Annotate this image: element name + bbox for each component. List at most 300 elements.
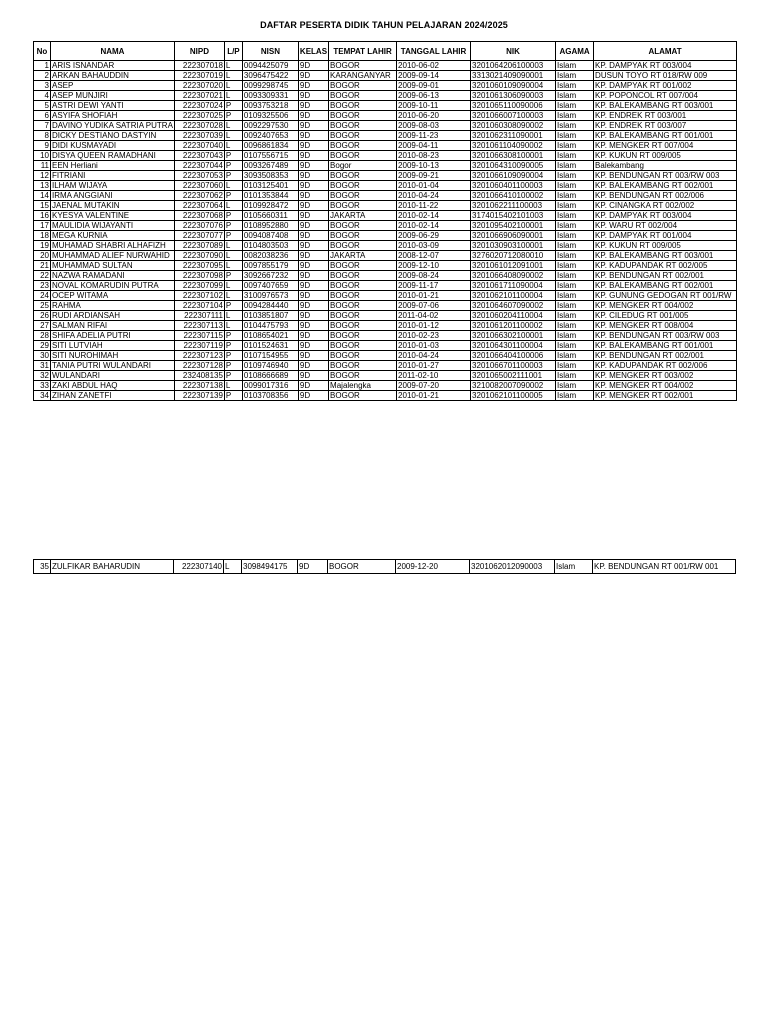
cell-tempat-lahir: BOGOR bbox=[329, 271, 397, 281]
cell-alamat: KP. MENGKER RT 007/004 bbox=[594, 141, 737, 151]
cell-nipd: 222307098 bbox=[174, 271, 224, 281]
cell-lp: P bbox=[224, 151, 242, 161]
cell-no: 12 bbox=[34, 171, 51, 181]
cell-tanggal-lahir: 2009-08-03 bbox=[397, 121, 471, 131]
cell-alamat: KP. BENDUNGAN RT 001/RW 001 bbox=[593, 560, 736, 574]
cell-nama: MUHAMMAD ALIEF NURWAHID bbox=[51, 251, 175, 261]
cell-nisn: 0103125401 bbox=[242, 181, 298, 191]
cell-nipd: 222307089 bbox=[174, 241, 224, 251]
cell-lp: L bbox=[224, 71, 242, 81]
cell-agama: Islam bbox=[556, 311, 594, 321]
table-row bbox=[34, 71, 737, 81]
cell-nik: 3201066906090001 bbox=[471, 231, 556, 241]
cell-nisn: 0103708356 bbox=[242, 391, 298, 401]
cell-lp: L bbox=[224, 291, 242, 301]
table-row bbox=[34, 231, 737, 241]
cell-tanggal-lahir: 2009-07-20 bbox=[397, 381, 471, 391]
cell-nisn: 0109325506 bbox=[242, 111, 298, 121]
cell-alamat: KP. MENGKER RT 004/002 bbox=[594, 301, 737, 311]
cell-nisn: 3092667232 bbox=[242, 271, 298, 281]
cell-alamat: KP. ENDREK RT 003/001 bbox=[594, 111, 737, 121]
cell-tanggal-lahir: 2009-04-11 bbox=[397, 141, 471, 151]
cell-tanggal-lahir: 2010-01-27 bbox=[397, 361, 471, 371]
cell-nik: 3201061201100002 bbox=[471, 321, 556, 331]
cell-nama: MEGA KURNIA bbox=[51, 231, 175, 241]
cell-nipd: 222307095 bbox=[174, 261, 224, 271]
cell-kelas: 9D bbox=[298, 241, 328, 251]
cell-lp: P bbox=[224, 301, 242, 311]
cell-nama: FITRIANI bbox=[51, 171, 175, 181]
header-nisn: NISN bbox=[242, 42, 298, 61]
cell-lp: P bbox=[224, 331, 242, 341]
cell-nipd: 222307104 bbox=[174, 301, 224, 311]
cell-agama: Islam bbox=[556, 71, 594, 81]
cell-agama: Islam bbox=[556, 381, 594, 391]
cell-alamat: KP. POPONCOL RT 007/004 bbox=[594, 91, 737, 101]
document-title: DAFTAR PESERTA DIDIK TAHUN PELAJARAN 2024/2025 bbox=[260, 20, 508, 30]
cell-kelas: 9D bbox=[298, 321, 328, 331]
cell-alamat: KP. ENDREK RT 003/007 bbox=[594, 121, 737, 131]
cell-no: 22 bbox=[34, 271, 51, 281]
cell-tempat-lahir: KARANGANYAR bbox=[329, 71, 397, 81]
cell-alamat: KP. DAMPYAK RT 003/004 bbox=[594, 61, 737, 71]
cell-lp: L bbox=[224, 251, 242, 261]
table-row bbox=[34, 351, 737, 361]
cell-tanggal-lahir: 2009-10-11 bbox=[397, 101, 471, 111]
cell-no: 9 bbox=[34, 141, 51, 151]
cell-nik: 3201065002111001 bbox=[471, 371, 556, 381]
cell-nipd: 222307111 bbox=[174, 311, 224, 321]
cell-agama: Islam bbox=[556, 271, 594, 281]
cell-nama: RAHMA bbox=[51, 301, 175, 311]
cell-nisn: 0096861834 bbox=[242, 141, 298, 151]
cell-agama: Islam bbox=[556, 251, 594, 261]
cell-lp: P bbox=[224, 211, 242, 221]
cell-nisn: 3093508353 bbox=[242, 171, 298, 181]
cell-agama: Islam bbox=[556, 391, 594, 401]
cell-alamat: KP. BALEKAMBANG RT 002/001 bbox=[594, 181, 737, 191]
cell-nisn: 0099298745 bbox=[242, 81, 298, 91]
header-tanggal-lahir: TANGGAL LAHIR bbox=[397, 42, 471, 61]
cell-no: 34 bbox=[34, 391, 51, 401]
table-row bbox=[34, 341, 737, 351]
cell-nik: 3201066007100003 bbox=[471, 111, 556, 121]
cell-kelas: 9D bbox=[298, 181, 328, 191]
cell-tempat-lahir: BOGOR bbox=[329, 121, 397, 131]
cell-lp: P bbox=[224, 361, 242, 371]
cell-alamat: KP. BENDUNGAN RT 002/001 bbox=[594, 271, 737, 281]
table-row bbox=[34, 81, 737, 91]
cell-no: 19 bbox=[34, 241, 51, 251]
header-agama: AGAMA bbox=[556, 42, 594, 61]
cell-nik: 3201062012090003 bbox=[470, 560, 555, 574]
cell-tempat-lahir: Majalengka bbox=[329, 381, 397, 391]
cell-tanggal-lahir: 2011-04-02 bbox=[397, 311, 471, 321]
cell-agama: Islam bbox=[556, 181, 594, 191]
cell-kelas: 9D bbox=[298, 311, 328, 321]
cell-agama: Islam bbox=[556, 241, 594, 251]
cell-tanggal-lahir: 2010-01-03 bbox=[397, 341, 471, 351]
cell-nisn: 0094087408 bbox=[242, 231, 298, 241]
cell-nik: 3201061306090003 bbox=[471, 91, 556, 101]
cell-nisn: 3096475422 bbox=[242, 71, 298, 81]
cell-tanggal-lahir: 2010-06-20 bbox=[397, 111, 471, 121]
cell-tanggal-lahir: 2009-07-06 bbox=[397, 301, 471, 311]
cell-nipd: 222307138 bbox=[174, 381, 224, 391]
cell-tanggal-lahir: 2010-11-22 bbox=[397, 201, 471, 211]
cell-nama: TANIA PUTRI WULANDARI bbox=[51, 361, 175, 371]
cell-tanggal-lahir: 2010-08-23 bbox=[397, 151, 471, 161]
cell-kelas: 9D bbox=[298, 221, 328, 231]
table-row bbox=[34, 131, 737, 141]
cell-alamat: KP. BENDUNGAN RT 003/RW 003 bbox=[594, 331, 737, 341]
cell-tanggal-lahir: 2010-02-14 bbox=[397, 211, 471, 221]
cell-alamat: KP. KUKUN RT 009/005 bbox=[594, 151, 737, 161]
cell-nik: 3201065110090006 bbox=[471, 101, 556, 111]
cell-tanggal-lahir: 2010-06-02 bbox=[397, 61, 471, 71]
cell-lp: P bbox=[224, 111, 242, 121]
cell-nipd: 222307113 bbox=[174, 321, 224, 331]
cell-nik: 3201030903100001 bbox=[471, 241, 556, 251]
cell-alamat: KP. BENDUNGAN RT 003/RW 003 bbox=[594, 171, 737, 181]
cell-kelas: 9D bbox=[298, 141, 328, 151]
cell-kelas: 9D bbox=[298, 201, 328, 211]
cell-lp: L bbox=[224, 131, 242, 141]
cell-nik: 3276020712080010 bbox=[471, 251, 556, 261]
cell-nipd: 222307018 bbox=[174, 61, 224, 71]
cell-nipd: 222307062 bbox=[174, 191, 224, 201]
cell-alamat: KP. MENGKER RT 004/002 bbox=[594, 381, 737, 391]
cell-kelas: 9D bbox=[298, 341, 328, 351]
cell-nama: ZIHAN ZANETFI bbox=[51, 391, 175, 401]
cell-lp: P bbox=[224, 161, 242, 171]
cell-tempat-lahir: BOGOR bbox=[329, 101, 397, 111]
table-row bbox=[34, 381, 737, 391]
cell-nisn: 3098494175 bbox=[242, 560, 298, 574]
cell-lp: P bbox=[224, 371, 242, 381]
table-row bbox=[34, 321, 737, 331]
cell-agama: Islam bbox=[556, 111, 594, 121]
cell-lp: L bbox=[224, 311, 242, 321]
student-table-extra bbox=[33, 559, 736, 574]
cell-tanggal-lahir: 2009-06-13 bbox=[397, 91, 471, 101]
cell-nipd: 222307025 bbox=[174, 111, 224, 121]
cell-nisn: 0105660311 bbox=[242, 211, 298, 221]
cell-agama: Islam bbox=[556, 61, 594, 71]
cell-agama: Islam bbox=[556, 141, 594, 151]
cell-nipd: 222307077 bbox=[174, 231, 224, 241]
cell-alamat: KP. KADUPANDAK RT 002/005 bbox=[594, 261, 737, 271]
cell-nama: NAZWA RAMADANI bbox=[51, 271, 175, 281]
cell-nik: 3201060308090002 bbox=[471, 121, 556, 131]
cell-tanggal-lahir: 2010-03-09 bbox=[397, 241, 471, 251]
cell-agama: Islam bbox=[556, 131, 594, 141]
cell-kelas: 9D bbox=[298, 331, 328, 341]
cell-agama: Islam bbox=[556, 151, 594, 161]
cell-lp: L bbox=[224, 381, 242, 391]
table-row bbox=[34, 61, 737, 71]
cell-nik: 3201064310090005 bbox=[471, 161, 556, 171]
cell-nipd: 222307040 bbox=[174, 141, 224, 151]
cell-nipd: 222307043 bbox=[174, 151, 224, 161]
cell-nipd: 222307139 bbox=[174, 391, 224, 401]
cell-lp: L bbox=[224, 261, 242, 271]
cell-nisn: 0093753218 bbox=[242, 101, 298, 111]
table-row bbox=[34, 311, 737, 321]
cell-kelas: 9D bbox=[298, 281, 328, 291]
cell-alamat: KP. BENDUNGAN RT 002/006 bbox=[594, 191, 737, 201]
cell-tempat-lahir: BOGOR bbox=[329, 91, 397, 101]
cell-agama: Islam bbox=[556, 91, 594, 101]
cell-nama: ASTRI DEWI YANTI bbox=[51, 101, 175, 111]
cell-no: 11 bbox=[34, 161, 51, 171]
cell-tempat-lahir: BOGOR bbox=[329, 351, 397, 361]
header-nipd: NIPD bbox=[174, 42, 224, 61]
cell-no: 14 bbox=[34, 191, 51, 201]
header-tempat-lahir: TEMPAT LAHIR bbox=[329, 42, 397, 61]
table-row bbox=[34, 391, 737, 401]
cell-no: 18 bbox=[34, 231, 51, 241]
cell-nipd: 222307115 bbox=[174, 331, 224, 341]
table-row bbox=[34, 91, 737, 101]
cell-no: 20 bbox=[34, 251, 51, 261]
cell-nama: ARIS ISNANDAR bbox=[51, 61, 175, 71]
cell-kelas: 9D bbox=[298, 231, 328, 241]
cell-nik: 3174015402101003 bbox=[471, 211, 556, 221]
cell-kelas: 9D bbox=[298, 251, 328, 261]
cell-nipd: 222307068 bbox=[174, 211, 224, 221]
cell-nama: JAENAL MUTAKIN bbox=[51, 201, 175, 211]
cell-no: 23 bbox=[34, 281, 51, 291]
cell-lp: L bbox=[224, 241, 242, 251]
cell-kelas: 9D bbox=[298, 161, 328, 171]
table-row bbox=[34, 361, 737, 371]
cell-agama: Islam bbox=[556, 191, 594, 201]
cell-nik: 3201066410100002 bbox=[471, 191, 556, 201]
cell-no: 27 bbox=[34, 321, 51, 331]
cell-tempat-lahir: Bogor bbox=[329, 161, 397, 171]
cell-nipd: 222307039 bbox=[174, 131, 224, 141]
cell-nipd: 222307140 bbox=[174, 560, 224, 574]
cell-lp: L bbox=[224, 141, 242, 151]
cell-agama: Islam bbox=[556, 291, 594, 301]
cell-nik: 3201060204110004 bbox=[471, 311, 556, 321]
cell-nipd: 222307090 bbox=[174, 251, 224, 261]
cell-nama: WULANDARI bbox=[51, 371, 175, 381]
cell-agama: Islam bbox=[556, 121, 594, 131]
cell-nipd: 222307119 bbox=[174, 341, 224, 351]
cell-kelas: 9D bbox=[298, 261, 328, 271]
cell-tanggal-lahir: 2010-01-21 bbox=[397, 391, 471, 401]
cell-alamat: KP. BALEKAMBANG RT 001/001 bbox=[594, 131, 737, 141]
cell-kelas: 9D bbox=[298, 91, 328, 101]
cell-nipd: 232408135 bbox=[174, 371, 224, 381]
cell-nik: 3210082007090002 bbox=[471, 381, 556, 391]
cell-no: 5 bbox=[34, 101, 51, 111]
cell-nipd: 222307024 bbox=[174, 101, 224, 111]
cell-tempat-lahir: BOGOR bbox=[329, 261, 397, 271]
cell-alamat: KP. BALEKAMBANG RT 001/001 bbox=[594, 341, 737, 351]
table-row bbox=[34, 201, 737, 211]
cell-nisn: 3100976573 bbox=[242, 291, 298, 301]
cell-kelas: 9D bbox=[298, 111, 328, 121]
cell-nipd: 222307044 bbox=[174, 161, 224, 171]
cell-kelas: 9D bbox=[298, 361, 328, 371]
cell-kelas: 9D bbox=[298, 151, 328, 161]
cell-no: 4 bbox=[34, 91, 51, 101]
cell-alamat: KP. CINANGKA RT 002/002 bbox=[594, 201, 737, 211]
cell-tanggal-lahir: 2009-09-01 bbox=[397, 81, 471, 91]
cell-no: 15 bbox=[34, 201, 51, 211]
cell-nama: DICKY DESTIANO DASTYIN bbox=[51, 131, 175, 141]
cell-no: 25 bbox=[34, 301, 51, 311]
cell-nisn: 0107556715 bbox=[242, 151, 298, 161]
cell-tempat-lahir: BOGOR bbox=[329, 291, 397, 301]
cell-nipd: 222307123 bbox=[174, 351, 224, 361]
cell-agama: Islam bbox=[556, 231, 594, 241]
cell-agama: Islam bbox=[556, 361, 594, 371]
cell-tanggal-lahir: 2009-12-10 bbox=[397, 261, 471, 271]
cell-tempat-lahir: JAKARTA bbox=[329, 251, 397, 261]
cell-agama: Islam bbox=[556, 201, 594, 211]
cell-kelas: 9D bbox=[298, 291, 328, 301]
cell-alamat: KP. KUKUN RT 009/005 bbox=[594, 241, 737, 251]
cell-nisn: 0094284440 bbox=[242, 301, 298, 311]
cell-agama: Islam bbox=[556, 171, 594, 181]
cell-no: 32 bbox=[34, 371, 51, 381]
cell-tanggal-lahir: 2011-02-10 bbox=[397, 371, 471, 381]
table-row bbox=[34, 161, 737, 171]
cell-nama: SITI LUTVIAH bbox=[51, 341, 175, 351]
cell-tempat-lahir: BOGOR bbox=[329, 301, 397, 311]
cell-alamat: KP. CILEDUG RT 001/005 bbox=[594, 311, 737, 321]
cell-alamat: KP. WARU RT 002/004 bbox=[594, 221, 737, 231]
cell-nama: DIDI KUSMAYADI bbox=[51, 141, 175, 151]
cell-tempat-lahir: BOGOR bbox=[329, 241, 397, 251]
cell-nik: 3201066404100006 bbox=[471, 351, 556, 361]
cell-nisn: 0108666689 bbox=[242, 371, 298, 381]
cell-nipd: 222307128 bbox=[174, 361, 224, 371]
cell-lp: L bbox=[224, 81, 242, 91]
cell-alamat: KP. DAMPYAK RT 001/004 bbox=[594, 231, 737, 241]
header-nama: NAMA bbox=[51, 42, 175, 61]
table-row bbox=[34, 560, 736, 574]
cell-tanggal-lahir: 2009-11-23 bbox=[397, 131, 471, 141]
cell-nik: 3201062101100004 bbox=[471, 291, 556, 301]
cell-nisn: 0107154955 bbox=[242, 351, 298, 361]
cell-tempat-lahir: BOGOR bbox=[329, 81, 397, 91]
cell-nama: MUHAMMAD SULTAN bbox=[51, 261, 175, 271]
cell-nama: IRMA ANGGIANI bbox=[51, 191, 175, 201]
cell-lp: L bbox=[224, 201, 242, 211]
student-table bbox=[33, 41, 737, 401]
cell-lp: P bbox=[224, 101, 242, 111]
cell-tanggal-lahir: 2009-10-13 bbox=[397, 161, 471, 171]
cell-agama: Islam bbox=[556, 301, 594, 311]
cell-agama: Islam bbox=[555, 560, 593, 574]
cell-nisn: 0108654021 bbox=[242, 331, 298, 341]
cell-lp: P bbox=[224, 351, 242, 361]
cell-nama: MAULIDIA WIJAYANTI bbox=[51, 221, 175, 231]
cell-nik: 3313021409090001 bbox=[471, 71, 556, 81]
cell-kelas: 9D bbox=[298, 211, 328, 221]
cell-kelas: 9D bbox=[298, 131, 328, 141]
table-row bbox=[34, 171, 737, 181]
table-row bbox=[34, 241, 737, 251]
cell-kelas: 9D bbox=[298, 191, 328, 201]
cell-nik: 3201064607090002 bbox=[471, 301, 556, 311]
cell-agama: Islam bbox=[556, 351, 594, 361]
cell-nama: SHIFA ADELIA PUTRI bbox=[51, 331, 175, 341]
cell-lp: P bbox=[224, 231, 242, 241]
cell-kelas: 9D bbox=[298, 101, 328, 111]
cell-kelas: 9D bbox=[298, 71, 328, 81]
cell-tempat-lahir: BOGOR bbox=[328, 560, 396, 574]
cell-lp: P bbox=[224, 391, 242, 401]
cell-tempat-lahir: BOGOR bbox=[329, 171, 397, 181]
cell-alamat: KP. BENDUNGAN RT 002/001 bbox=[594, 351, 737, 361]
cell-lp: P bbox=[224, 221, 242, 231]
cell-nama: MUHAMAD SHABRI ALHAFIZH bbox=[51, 241, 175, 251]
cell-tempat-lahir: BOGOR bbox=[329, 141, 397, 151]
header-kelas: KELAS bbox=[298, 42, 328, 61]
table-row bbox=[34, 111, 737, 121]
cell-tempat-lahir: BOGOR bbox=[329, 131, 397, 141]
cell-tanggal-lahir: 2010-02-23 bbox=[397, 331, 471, 341]
cell-agama: Islam bbox=[556, 321, 594, 331]
cell-tanggal-lahir: 2009-09-14 bbox=[397, 71, 471, 81]
cell-lp: P bbox=[224, 271, 242, 281]
table-row bbox=[34, 301, 737, 311]
cell-alamat: KP. KADUPANDAK RT 002/006 bbox=[594, 361, 737, 371]
cell-nisn: 0104803503 bbox=[242, 241, 298, 251]
cell-no: 1 bbox=[34, 61, 51, 71]
cell-no: 7 bbox=[34, 121, 51, 131]
cell-nisn: 0104475793 bbox=[242, 321, 298, 331]
header-lp: L/P bbox=[224, 42, 242, 61]
cell-nipd: 222307060 bbox=[174, 181, 224, 191]
cell-alamat: KP. MENGKER RT 002/001 bbox=[594, 391, 737, 401]
cell-nisn: 0093309331 bbox=[242, 91, 298, 101]
cell-nama: EEN Herliani bbox=[51, 161, 175, 171]
cell-kelas: 9D bbox=[298, 121, 328, 131]
cell-nik: 3201062311090001 bbox=[471, 131, 556, 141]
cell-agama: Islam bbox=[556, 211, 594, 221]
cell-alamat: KP. DAMPYAK RT 001/002 bbox=[594, 81, 737, 91]
header-no: No bbox=[34, 42, 51, 61]
table-header-row bbox=[34, 42, 737, 61]
cell-tempat-lahir: BOGOR bbox=[329, 391, 397, 401]
cell-no: 33 bbox=[34, 381, 51, 391]
cell-nik: 3201064206100003 bbox=[471, 61, 556, 71]
cell-tanggal-lahir: 2010-04-24 bbox=[397, 351, 471, 361]
cell-nisn: 0082038236 bbox=[242, 251, 298, 261]
cell-lp: L bbox=[224, 281, 242, 291]
cell-tanggal-lahir: 2009-12-20 bbox=[396, 560, 470, 574]
cell-alamat: KP. DAMPYAK RT 003/004 bbox=[594, 211, 737, 221]
cell-tempat-lahir: BOGOR bbox=[329, 311, 397, 321]
cell-alamat: KP. BALEKAMBANG RT 002/001 bbox=[594, 281, 737, 291]
cell-nisn: 0097855179 bbox=[242, 261, 298, 271]
cell-kelas: 9D bbox=[298, 81, 328, 91]
cell-alamat: KP. BALEKAMBANG RT 003/001 bbox=[594, 101, 737, 111]
cell-nama: NOVAL KOMARUDIN PUTRA bbox=[51, 281, 175, 291]
cell-tempat-lahir: BOGOR bbox=[329, 231, 397, 241]
cell-tempat-lahir: BOGOR bbox=[329, 281, 397, 291]
cell-nama: ASEP bbox=[51, 81, 175, 91]
cell-tempat-lahir: BOGOR bbox=[329, 191, 397, 201]
cell-nipd: 222307019 bbox=[174, 71, 224, 81]
